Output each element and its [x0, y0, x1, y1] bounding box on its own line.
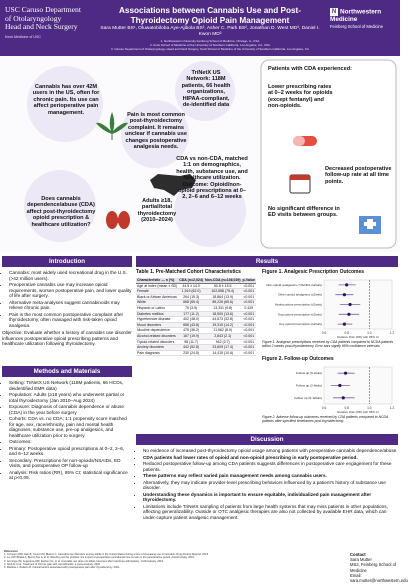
discussion-bullet: • No evidence of increased post-thyroidectomy opioid usage among patients with preoperative cannabis dependence/abuse.	[143, 448, 398, 454]
methods-bullet: • Exposure: Diagnosis of cannabis dependence or abuse (CDA) in the year before surgery	[9, 404, 132, 415]
table-cell: <0.001	[243, 283, 255, 288]
table-cell: 18,864 (13.9)	[204, 294, 242, 300]
thyroid-icon	[106, 211, 130, 229]
bubble-trinetx: TriNetX US Network: 118M patients, 66 health organizations, HIPAA-compliant, de-identified data	[181, 70, 231, 109]
table-cell: 2,843 (2.1)	[204, 333, 242, 339]
table-cell: <0.001	[243, 333, 255, 338]
table-cell: 167 (19.9)	[178, 333, 204, 339]
table-cell: 0.429	[242, 305, 256, 311]
table-cell: 44,673 (32.8)	[204, 317, 242, 323]
methods-sub-bullet: • Secondary: Prescriptions for non-opioids/NSAIDs, ED Visits, and postoperative OP follow-up	[9, 458, 132, 469]
affiliation-3: 3. Caruso Department of Otolaryngology–Head and Neck Surgery, Keck School of Medicine of the University of Southern California, Los Angeles, CA	[111, 46, 309, 51]
table-cell: <0.001	[243, 289, 255, 294]
references	[0, 550, 290, 587]
table-header-noncda: Non-CDA (n=136,029)	[204, 278, 241, 282]
reference-item: 3. Jennings JM, Angerame MR, Eschen CL, et al. Cannabis use does not affect outcomes after total knee arthroplasty. J Arthroplasty. 2019.	[4, 559, 164, 563]
table-cell: 14,415 (10.6)	[204, 350, 242, 356]
references-heading: References	[4, 550, 18, 553]
summary-heading: Patients with CDA experienced:	[268, 66, 353, 72]
x-tick-label: 0.8	[344, 331, 349, 335]
northwestern-logo	[330, 8, 398, 29]
table-cell: 11,962 (8.9)	[204, 328, 242, 334]
table-cell: Opioid-related disorders	[136, 339, 178, 345]
table-cell: <0.001	[243, 300, 255, 305]
table-header-cda: CDA (n=2,024)	[179, 278, 203, 282]
table-cell: 98 (11.7)	[178, 339, 204, 345]
rr-point	[343, 293, 346, 296]
table-cell: Hypertensive disease	[136, 317, 178, 323]
x-tick-label: 0.8	[344, 406, 349, 410]
table-cell: 230 (24.5)	[178, 350, 204, 356]
intro-body	[2, 270, 132, 349]
discussion-bullet: • Reduced postoperative follow-up among CDA patients suggests differences in postoperative care engagement for these patients.	[143, 461, 398, 472]
category-label: Follow up (6-12wks)	[294, 395, 322, 400]
summary-followup: Decreased postoperative follow-up rate at all time points.	[325, 166, 392, 185]
table-cell: Mood disorders	[136, 322, 178, 328]
methods-sub-bullet: • Primary: Postoperative opioid prescriptions at 0–2, 2–6, and 6–12 weeks.	[9, 446, 132, 457]
table-cell: Alcohol-related disorders	[136, 333, 178, 339]
bubble-cannabis-users: Cannabis has over 42M users in the US, often for chronic pain. Its use can affect perioperative pain management.	[32, 84, 100, 116]
table-cell: 89,226 (65.6)	[204, 300, 242, 306]
contact-name: Sara Mutter	[350, 557, 372, 563]
table-cell: <0.001	[243, 339, 255, 344]
x-axis-label: Relative Risk (RR) with 95% CI	[337, 410, 379, 414]
discussion-bullet: • Limitations include TriNetX sampling of patients from large health systems that may miss patients in other populations, affecting generalizability. Outside or OTC analgesic therapies are also not collected by available EHR data, which can under-capture patient analgesic management.	[143, 504, 398, 521]
northwestern-logo-sub: Feinberg School of Medicine	[330, 24, 384, 29]
table-cell: 19,315 (14.2)	[204, 322, 242, 328]
methods-heading: Methods and Materials	[2, 366, 132, 377]
table-cell: 18,500 (13.6)	[204, 311, 242, 317]
table-cell: 1,519 (62.0)	[178, 289, 204, 295]
intro-bullet: • Pain is the most common postoperative complaint after thyroidectomy, often managed with risk-taken opioid analgesia.	[9, 312, 132, 329]
fig2-title: Figure 2. Follow-up Outcomes	[262, 356, 334, 362]
table-cell: 102,658 (75.4)	[204, 289, 242, 295]
calendar-icon	[290, 175, 310, 193]
affiliation-1: 1. Northwestern University Feinberg School of Medicine, Chicago, IL, USA	[160, 39, 260, 43]
table-cell: Hispanic or Latino	[136, 305, 178, 311]
table-header-pvalue: p-Value	[242, 278, 255, 282]
reference-item: 2. Liu CW, Bhatia A, Buzon-Tan A, et al. Weeding out the problem: the impact of preoperative cannabinoid use on pain in the perioperative period. Anesth Analg. 2019.	[4, 556, 195, 560]
table-cell: 44.5 ± 14.0	[178, 283, 204, 289]
table-cell: 177 (11.2)	[178, 311, 204, 317]
category-label: Any opioid prescription (≤2wks)	[279, 322, 322, 327]
table-cell: Black or African American	[137, 294, 177, 299]
methods-bullet: • Cohorts: CDA vs. no CDA; 1:1 propensity score matched for age, sex, race/ethnicity, pain and mental health diagnoses, substance use, pre-op analgesics, and healthcare utilization prior to surgery	[9, 416, 132, 438]
category-label: Follow up (0-2wks)	[296, 371, 322, 376]
discussion-bullet: • These patterns may reflect varied pain management needs among cannabis users.	[143, 473, 398, 479]
category-label: Oxycodone prescription (≤2wks)	[277, 312, 322, 317]
poster-title: Associations between Cannabis Use and Post-Thyroidectomy Opioid Pain Management	[119, 6, 301, 25]
table-cell: Nicotine dependence	[136, 328, 178, 334]
table-cell: Anxiety disorders	[136, 345, 178, 351]
affiliation-2: 2. Keck School of Medicine of the University of Southern California, Los Angeles, CA, USA	[149, 42, 271, 47]
rr-point	[344, 372, 347, 375]
rr-point	[338, 384, 341, 387]
category-label: Hydrocodone prescription (≤2wks)	[275, 302, 322, 307]
discussion-body	[136, 448, 398, 521]
category-label: Follow up (2-6wks)	[296, 383, 322, 388]
summary-ed-visits: No significant difference in ED visits between groups.	[268, 206, 340, 219]
contact-heading: Contact	[350, 552, 366, 557]
table-cell: 264 (15.3)	[178, 294, 204, 300]
table-cell: Age at index (mean ± SD)	[137, 283, 178, 288]
x-axis-label: Relative Risk (RR) with 95% CI	[337, 335, 379, 339]
table-cell: 442 (52.8)	[178, 345, 204, 351]
methods-analysis: • Analysis: Risk ratios (RR), 95% CI; statistical significance at p<0.05.	[9, 470, 132, 481]
intro-bullet: • Preoperative cannabis use may increase opioid requirements, worsen postoperative pain, and lower quality of life after surgery.	[9, 282, 132, 299]
bubble-research-question: Does cannabis dependence/abuse (CDA) affect post-thyroidectomy opioid prescription & healthcare utilization?	[26, 196, 96, 228]
table-cell: Pain diagnosis	[136, 350, 178, 356]
contact-block	[350, 552, 408, 584]
intro-objective: Objective: Evaluate whether a history of cannabis use disorder influences postoperative opioid prescribing patterns and healthcare utilization following thyroidectomy.	[2, 330, 132, 346]
reference-item: 5. Mathias J, Roberts B. Clinical factors associated with postoperative pain after thyroidectomy. 2021.	[4, 566, 121, 570]
rr-point	[342, 396, 345, 399]
x-tick-label: 1.0	[367, 331, 372, 335]
table-cell: <0.001	[243, 328, 255, 333]
contact-role: MS3, Feinberg School of Medicine	[350, 562, 397, 573]
cohort-table	[136, 278, 256, 356]
table-header-characteristic: Characteristic — n (%)	[136, 278, 178, 283]
table-cell: 942 (0.7)	[204, 339, 242, 345]
table-cell: Diabetes mellitus	[136, 311, 178, 317]
poster-authors: Sara Mutter BS¹, Oluwatobiloba Aye-Ajibola BS², Asher C. Park BS², Jonathan D. West MD³, Daniel I. Kwon MD³	[100, 26, 320, 37]
x-tick-label: 1.0	[367, 406, 372, 410]
table-cell: <0.001	[243, 311, 255, 316]
northwestern-mark-icon: N	[331, 9, 337, 15]
table-cell: <0.001	[243, 322, 255, 327]
fig2-forest-plot	[262, 364, 396, 414]
intro-bullet: • Alternative meta-analyses suggest cannabinoids may relieve chronic pain.	[9, 300, 132, 311]
table-cell: 402 (48.0)	[178, 317, 204, 323]
table-cell: 658 (43.8)	[178, 322, 204, 328]
fig1-forest-plot	[262, 277, 396, 339]
rr-point	[345, 283, 348, 286]
poster-affiliations	[80, 40, 340, 51]
usc-logo	[5, 6, 85, 41]
x-tick-label: 1.2	[389, 331, 395, 335]
methods-body	[2, 380, 132, 482]
reference-item: 1. Compton WM, Han B, Jones CM, Blanco C. Cannabis use disorders among adults in the United States during a time of increasing use of cannabis. Drug Alcohol Depend. 2019.	[4, 553, 209, 557]
table-cell: Female	[136, 289, 178, 295]
rr-point	[347, 313, 350, 316]
category-label: Non-opioid analgesics / NSAIDs (≤2wks)	[266, 282, 322, 287]
table-cell: <0.001	[243, 317, 255, 322]
methods-bullet: • Setting: TriNetX US Network (118M patients, 66 HCOs, deidentified EMR data)	[9, 380, 132, 391]
summary-prescribing: Lower prescribing rates at 0–2 weeks for opioids (except fentanyl) and non-opioids.	[268, 84, 333, 110]
table-cell: 75 (3.9)	[178, 305, 204, 311]
intro-bullet: • Cannabis: most widely used recreational drug in the U.S. (>42 million users).	[9, 270, 132, 281]
usc-logo-line-3: Head and Neck Surgery	[5, 22, 78, 32]
table-cell: 13,331 (9.8)	[204, 305, 242, 311]
table-cell: <0.001	[243, 345, 255, 350]
intro-heading: Introduction	[2, 256, 132, 267]
fig1-caption: Figure 1. Analgesic prescriptions received by CDA patients compared to NCDA patients within 2 weeks post-thyroidectomy. Error bars signify 95% confidence intervals.	[262, 340, 394, 349]
table-cell: White	[136, 300, 178, 306]
discussion-heading: Discussion	[136, 434, 398, 445]
table-row	[136, 350, 256, 356]
poster-header	[0, 0, 400, 56]
bubble-matching: CDA vs non-CDA, matched 1:1 on demographics, health, substance use, and healthcare utilization. Outcome: Opioid/non-opioid prescriptions at 0–2, 2–6 and 6–12 weeks	[176, 156, 248, 201]
infographic-panel	[0, 56, 400, 252]
bubble-pain-complaint: Pain is most common post-thyroidectomy complaint. It remains unclear if cannabis use changes postoperative analgesia needs.	[125, 112, 187, 151]
table-cell: 478 (36.2)	[178, 328, 204, 334]
table-cell: 23,609 (17.4)	[204, 345, 242, 351]
x-tick-label: 1.2	[389, 406, 395, 410]
pills-icon	[293, 136, 317, 146]
fig2-caption: Figure 2. Adverse follow-up outcomes received by CDA patients compared to NCDA patients after specified timeframes post-thyroidectomy.	[262, 415, 389, 424]
contact-email[interactable]: Email: sara.mutter@northwestern.edu	[350, 572, 408, 584]
methods-bullet: • Population: Adults (≥18 years) who underwent partial or total thyroidectomy (Jan 2010–Aug 2024)	[9, 392, 132, 403]
methods-bullet: • Outcomes:	[9, 439, 132, 445]
northwestern-logo-text: Northwestern Medicine	[330, 8, 382, 23]
discussion-bullet: • Understanding these dynamics is important to ensure equitable, individualized pain management after thyroidectomy.	[143, 492, 398, 503]
reference-item: 4. Stoll AL et al. Treatment of chronic pain with cannabinoids: a meta-analysis. 2020.	[4, 562, 101, 566]
usc-logo-line-1: USC Caruso Department	[5, 5, 81, 14]
results-heading: Results	[136, 256, 398, 267]
usc-logo-line-2: of Otolaryngology	[5, 13, 62, 23]
table-cell: 668 (65.4)	[178, 300, 204, 306]
bubble-population: Adults ≥18, partial/total thyroidectomy (2010–2024)	[137, 198, 177, 224]
x-tick-label: 0.6	[321, 406, 327, 410]
discussion-bullet: • CDA patients had lower rates of opioid and non-opioid prescribing in early postoperative period.	[143, 455, 398, 461]
hospital-icon	[359, 216, 381, 234]
table-cell: <0.001	[243, 294, 255, 299]
discussion-bullet: • Alternatively, they may indicate provider-level prescribing behaviors influenced by a patient's history of substance use disorder.	[143, 480, 398, 491]
x-tick-label: 0.6	[321, 331, 327, 335]
usc-logo-sub: Keck Medicine of USC	[5, 34, 41, 39]
table-title: Table 1. Pre-Matched Cohort Characteristics	[136, 269, 241, 275]
fig1-title: Figure 1. Analgesic Prescription Outcomes	[262, 269, 365, 275]
table-cell: <0.001	[243, 350, 255, 355]
category-label: Other opioid analgesics (≤2wks)	[278, 292, 322, 297]
rr-point	[348, 303, 351, 306]
rr-point	[343, 323, 346, 326]
table-cell: 50.8 ± 15.5	[204, 283, 242, 289]
